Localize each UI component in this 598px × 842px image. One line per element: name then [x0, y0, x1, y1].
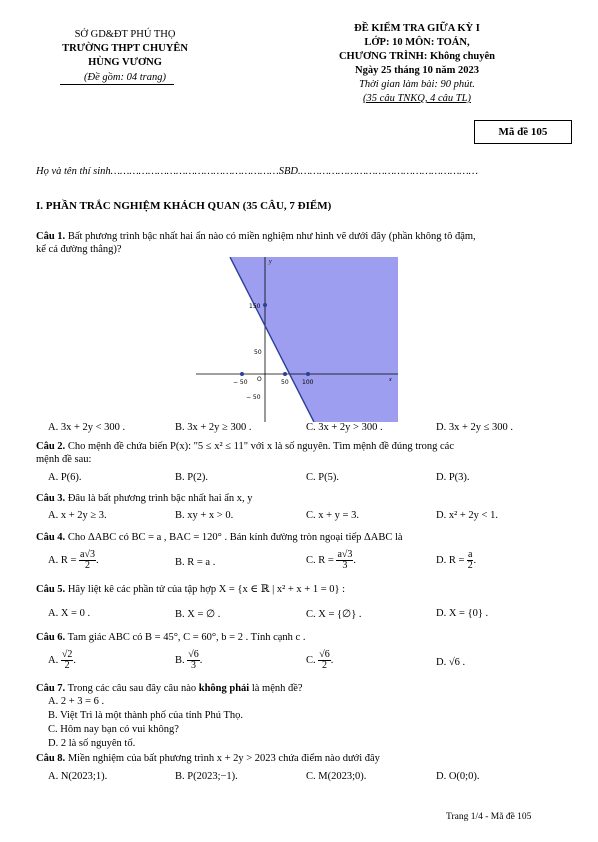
q6-option-d[interactable]: D. √6 . [436, 657, 466, 668]
question-label: Câu 1. [36, 231, 66, 242]
section-title: I. PHẦN TRẮC NGHIỆM KHÁCH QUAN (35 CÂU, 7 ĐIỂM) [36, 200, 332, 212]
fraction: $\frac{√6}{3}$ [188, 649, 199, 671]
q8-option-b[interactable]: B. P(2023;−1). [175, 771, 238, 782]
question-8 [36, 752, 566, 765]
origin-label: O [257, 376, 262, 383]
question-label: Câu 5. [36, 584, 66, 595]
q3-option-b[interactable]: B. xy + x > 0. [175, 510, 234, 521]
exam-time: Thời gian làm bài: 90 phút. [359, 79, 475, 90]
page-footer: Trang 1/4 - Mã đề 105 [446, 812, 532, 822]
question-text: Bất phương trình bậc nhất hai ẩn nào có miền nghiệm như hình vẽ dưới đây (phần không tô đậm, [67, 231, 476, 242]
q2-option-a[interactable]: A. P(6). [48, 472, 82, 483]
solution-region-graph [196, 257, 398, 422]
fraction: $\frac{a√3}{3}$ [337, 549, 353, 571]
header-left [30, 28, 220, 85]
tick-y-50: 50 [254, 349, 262, 356]
q3-option-a[interactable]: A. x + 2y ≥ 3. [48, 510, 107, 521]
question-text: Trong các câu sau đây câu nào [67, 683, 199, 694]
q6-option-a[interactable]: A. $\frac{√2}{2}$ . [48, 649, 76, 671]
point-minus50 [240, 372, 244, 376]
question-label: Câu 7. [36, 683, 66, 694]
q7-option-a[interactable]: A. 2 + 3 = 6 . [48, 696, 105, 707]
q5-option-a[interactable]: A. X = 0 . [48, 608, 91, 619]
q4-option-a[interactable]: A. R = $\frac{a√3}{2}$ . [48, 549, 99, 571]
x-axis-label: x [389, 377, 392, 383]
q3-option-d[interactable]: D. x² + 2y < 1. [436, 510, 498, 521]
tick-x-minus50: − 50 [233, 379, 248, 386]
question-2 [36, 440, 566, 466]
q2-option-d[interactable]: D. P(3). [436, 472, 470, 483]
tick-x-100: 100 [302, 379, 314, 386]
point-50 [283, 372, 287, 376]
option-prefix: D. R = [436, 554, 465, 566]
question-1 [36, 230, 566, 256]
question-text: Cho ΔABC có BC = a , BAC = 120° . Bán kính đường tròn ngoại tiếp ΔABC là [67, 532, 403, 543]
question-label: Câu 8. [36, 753, 66, 764]
y-intercept-point [263, 303, 267, 307]
option-prefix: C. R = [306, 554, 334, 566]
q4-option-d[interactable]: D. R = $\frac{a}{2}$ . [436, 549, 477, 571]
question-text-cont: mệnh đề sau: [36, 454, 92, 465]
question-label: Câu 4. [36, 532, 66, 543]
tick-y-minus50: − 50 [246, 394, 261, 401]
exam-structure: (35 câu TNKQ, 4 câu TL) [363, 93, 471, 104]
school-line-1: TRƯỜNG THPT CHUYÊN [62, 43, 188, 54]
tick-x-50: 50 [281, 379, 289, 386]
option-prefix: B. [175, 654, 185, 666]
question-6 [36, 631, 566, 644]
q1-option-b[interactable]: B. 3x + 2y ≥ 300 . [175, 422, 252, 433]
question-label: Câu 6. [36, 632, 66, 643]
q2-option-c[interactable]: C. P(5). [306, 472, 339, 483]
question-text-end: là mệnh đề? [249, 683, 303, 694]
page-count: (Đề gồm: 04 trang) [84, 72, 166, 83]
question-text: Đâu là bất phương trình bậc nhất hai ẩn x, y [67, 493, 253, 504]
question-text-emphasis: không phải [198, 683, 250, 694]
option-prefix: A. [48, 654, 59, 666]
q7-option-c[interactable]: C. Hôm nay bạn có vui không? [48, 724, 179, 735]
question-5 [36, 583, 566, 596]
question-text-cont: kể cả đường thẳng)? [36, 244, 122, 255]
question-label: Câu 3. [36, 493, 66, 504]
header-underline [60, 84, 174, 85]
q7-option-b[interactable]: B. Việt Trì là một thành phố của tỉnh Phú Thọ. [48, 710, 243, 721]
q4-option-b[interactable]: B. R = a . [175, 557, 216, 568]
q8-option-c[interactable]: C. M(2023;0). [306, 771, 367, 782]
q4-option-c[interactable]: C. R = $\frac{a√3}{3}$ . [306, 549, 356, 571]
exam-code-box: Mã đề 105 [474, 120, 572, 144]
q2-option-b[interactable]: B. P(2). [175, 472, 208, 483]
question-text: Tam giác ABC có B = 45°, C = 60°, b = 2 . Tính cạnh c . [67, 632, 306, 643]
fraction: $\frac{a√3}{2}$ [80, 549, 95, 571]
question-3 [36, 492, 566, 505]
q8-option-d[interactable]: D. O(0;0). [436, 771, 480, 782]
q8-option-a[interactable]: A. N(2023;1). [48, 771, 108, 782]
q1-option-a[interactable]: A. 3x + 2y < 300 . [48, 422, 126, 433]
school-line-2: HÙNG VƯƠNG [88, 57, 162, 68]
exam-date: Ngày 25 tháng 10 năm 2023 [355, 65, 479, 76]
fraction: $\frac{a}{2}$ [467, 549, 473, 571]
program: CHƯƠNG TRÌNH: Không chuyên [338, 51, 496, 62]
question-label: Câu 2. [36, 441, 66, 452]
question-7 [36, 682, 566, 695]
q5-option-b[interactable]: B. X = ∅ . [175, 609, 221, 620]
grade-subject: LỚP: 10 MÔN: TOÁN, [364, 37, 470, 48]
q6-option-c[interactable]: C. $\frac{√6}{2}$ . [306, 649, 334, 671]
option-prefix: C. [306, 654, 316, 666]
fraction: $\frac{√2}{2}$ [61, 649, 73, 671]
q1-option-c[interactable]: C. 3x + 2y > 300 . [306, 422, 383, 433]
q6-option-b[interactable]: B. $\frac{√6}{3}$ . [175, 649, 203, 671]
header-right [282, 22, 552, 106]
tick-y-150: 150 [249, 303, 261, 310]
x-intercept-point [306, 372, 310, 376]
q5-option-d[interactable]: D. X = {0} . [436, 608, 489, 619]
q1-option-d[interactable]: D. 3x + 2y ≤ 300 . [436, 422, 514, 433]
question-text: Miền nghiệm của bất phương trình x + 2y > 2023 chứa điểm nào dưới đây [67, 753, 380, 764]
option-prefix: A. R = [48, 554, 77, 566]
q5-option-c[interactable]: C. X = {∅} . [306, 609, 362, 620]
question-text: Cho mệnh đề chứa biến P(x): "5 ≤ x² ≤ 11" với x là số nguyên. Tìm mệnh đề đúng trong các [67, 441, 454, 452]
q3-option-c[interactable]: C. x + y = 3. [306, 510, 359, 521]
student-info-line: Họ và tên thí sinh………………………………………………SBD.………………………………………………… [36, 166, 478, 177]
fraction: $\frac{√6}{2}$ [319, 649, 330, 671]
exam-title: ĐỀ KIỂM TRA GIỮA KỲ I [354, 23, 480, 34]
question-text: Hãy liệt kê các phần tử của tập hợp X = {x ∈ ℝ | x² + x + 1 = 0} : [67, 584, 346, 595]
department: SỞ GD&ĐT PHÚ THỌ [74, 29, 176, 40]
y-axis-label: y [269, 259, 272, 265]
q7-option-d[interactable]: D. 2 là số nguyên tố. [48, 738, 136, 749]
question-4 [36, 531, 566, 544]
